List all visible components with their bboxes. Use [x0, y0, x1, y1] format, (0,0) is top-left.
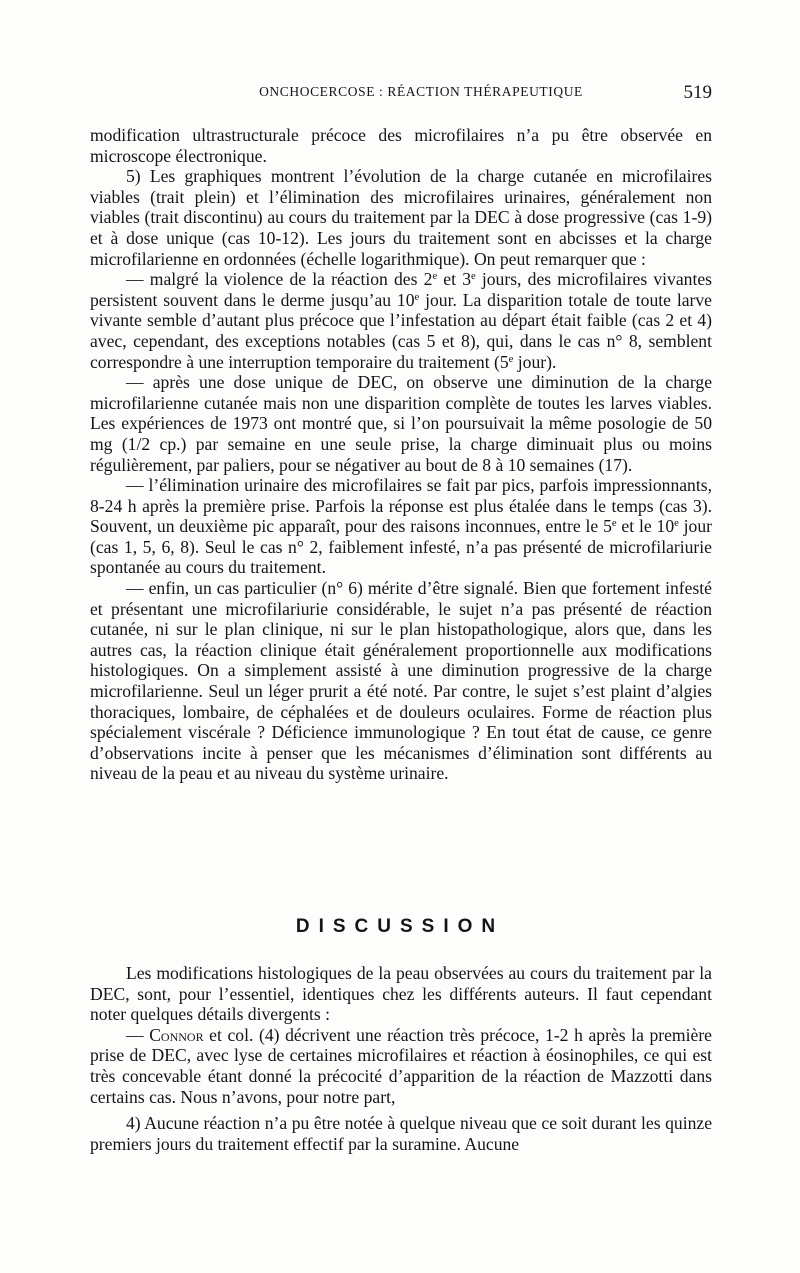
- paragraph-continuation: modification ultrastructurale précoce des microfilaires n’a pu être observée en microscope électronique.: [90, 125, 712, 166]
- paragraph-discussion-connor: — Connor et col. (4) décrivent une réaction très précoce, 1-2 h après la première prise de DEC, avec lyse de certaines microfilaires et réaction à éosinophiles, ce qui est très concevable étant donné la précocité d’apparition de la réaction de Mazzotti dans certains cas. Nous n’avons, pour notre part,: [90, 1024, 712, 1107]
- paragraph-dash-1: — malgré la violence de la réaction des 2e et 3e jours, des microfilaires vivantes persistent souvent dans le derme jusqu’au 10e jour. La disparition totale de toute larve vivante semble d’autant plus précoce que l’infestation au départ était faible (cas 2 et 4) avec, cependant, des exceptions notables (cas 5 et 8), qui, dans le cas n° 8, semblent correspondre à une interruption temporaire du traitement (5e jour).: [90, 269, 712, 372]
- paragraph-point-4: 4) Aucune réaction n’a pu être notée à quelque niveau que ce soit durant les quinze premiers jours du traitement effectif par la suramine. Aucune: [90, 1113, 712, 1154]
- paragraph-discussion-intro: Les modifications histologiques de la peau observées au cours du traitement par la DEC, sont, pour l’essentiel, identiques chez les différents auteurs. Il faut cependant noter quelques détails divergents :: [90, 963, 712, 1025]
- paragraph-point-5: 5) Les graphiques montrent l’évolution de la charge cutanée en microfilaires viables (trait plein) et l’élimination des microfilaires urinaires, généralement non viables (trait discontinu) au cours du traitement par la DEC à dose progressive (cas 1-9) et à dose unique (cas 10-12). Les jours du traitement sont en abcisses et la charge microfilarienne en ordonnées (échelle logarithmique). On peut remarquer que :: [90, 166, 712, 269]
- paragraph-dash-2: — après une dose unique de DEC, on observe une diminution de la charge microfilarienne cutanée mais non une disparition complète de toutes les larves viables. Les expériences de 1973 ont montré que, si l’on poursuivait la même posologie de 50 mg (1/2 cp.) par semaine en une seule prise, la charge diminuait plus ou moins régulièrement, par paliers, pour se négativer au bout de 8 à 10 semaines (17).: [90, 372, 712, 475]
- results-section: [90, 125, 712, 784]
- section-heading-discussion: DISCUSSION: [295, 916, 505, 937]
- running-header: [90, 84, 712, 108]
- discussion-section: [90, 963, 712, 1154]
- paragraph-dash-4: — enfin, un cas particulier (n° 6) mérite d’être signalé. Bien que fortement infesté et présentant une microfilariurie considérable, le sujet n’a pas présenté de réaction cutanée, ni sur le plan clinique, ni sur le plan histopathologique, alors que, dans les autres cas, la réaction clinique était généralement proportionnelle aux modifications histologiques. On a simplement assisté à une diminution progressive de la charge microfilarienne. Seul un léger prurit a été noté. Par contre, le sujet s’est plaint d’algies thoraciques, lombaire, de céphalées et de douleurs oculaires. Forme de réaction plus spécialement viscérale ? Déficience immunologique ? En tout état de cause, ce genre d’observations incite à penser que les mécanismes d’élimination sont différents au niveau de la peau et au niveau du système urinaire.: [90, 578, 712, 784]
- paragraph-dash-3: — l’élimination urinaire des microfilaires se fait par pics, parfois impressionnants, 8-24 h après la première prise. Parfois la réponse est plus étalée dans le temps (cas 3). Souvent, un deuxième pic apparaît, pour des raisons inconnues, entre le 5e et le 10e jour (cas 1, 5, 6, 8). Seul le cas n° 2, faiblement infesté, n’a pas présenté de microfilariurie spontanée au cours du traitement.: [90, 475, 713, 578]
- author-name: Connor: [149, 1024, 204, 1045]
- page-number: 519: [683, 82, 712, 103]
- running-title: ONCHOCERCOSE : RÉACTION THÉRAPEUTIQUE: [259, 84, 583, 99]
